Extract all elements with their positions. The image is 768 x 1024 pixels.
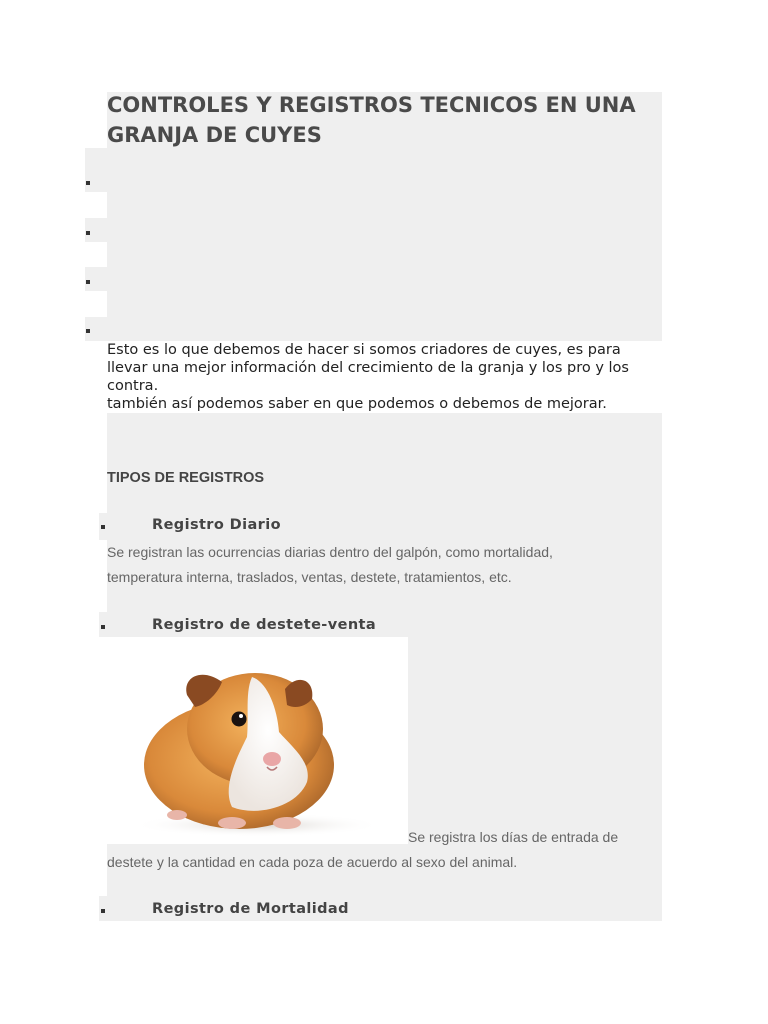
bullets-background <box>85 267 662 291</box>
list-bullet <box>86 329 90 333</box>
guinea-pig-icon <box>107 637 408 844</box>
intro-line: contra. <box>107 378 159 394</box>
list-bullet <box>101 909 105 913</box>
description-line: destete y la cantidad en cada poza de acuerdo al sexo del animal. <box>107 854 518 870</box>
registro-destete-venta-description <box>107 825 662 875</box>
registro-mortalidad-heading: Registro de Mortalidad <box>152 901 349 917</box>
page-title: CONTROLES Y REGISTROS TECNICOS EN UNA GRANJA DE CUYES <box>107 93 636 147</box>
guinea-pig-photo <box>107 637 408 844</box>
registro-destete-venta-heading: Registro de destete-venta <box>152 617 377 633</box>
registro-diario-description <box>107 540 662 590</box>
registro-diario-heading: Registro Diario <box>152 517 281 533</box>
description-line: temperatura interna, traslados, ventas, destete, tratamientos, etc. <box>107 569 512 585</box>
content-background <box>107 413 662 513</box>
bullets-background <box>107 291 662 317</box>
description-line: Se registran las ocurrencias diarias dentro del galpón, como mortalidad, <box>107 544 553 560</box>
bullets-background <box>85 317 662 341</box>
bullets-background <box>85 148 662 192</box>
intro-line: llevar una mejor información del crecimiento de la granja y los pro y los <box>107 360 629 376</box>
list-bullet <box>86 280 90 284</box>
list-bullet <box>101 625 105 629</box>
list-bullet <box>86 231 90 235</box>
description-line: Se registra los días de entrada de <box>408 829 619 845</box>
bullets-background <box>85 218 662 242</box>
bullets-background <box>107 242 662 267</box>
section-title: TIPOS DE REGISTROS <box>107 470 265 486</box>
list-bullet <box>101 525 105 529</box>
list-bullet <box>86 181 90 185</box>
intro-line: Esto es lo que debemos de hacer si somos criadores de cuyes, es para <box>107 342 621 358</box>
bullets-background <box>107 192 662 218</box>
intro-paragraph <box>107 341 667 413</box>
intro-line: también así podemos saber en que podemos o debemos de mejorar. <box>107 396 607 412</box>
